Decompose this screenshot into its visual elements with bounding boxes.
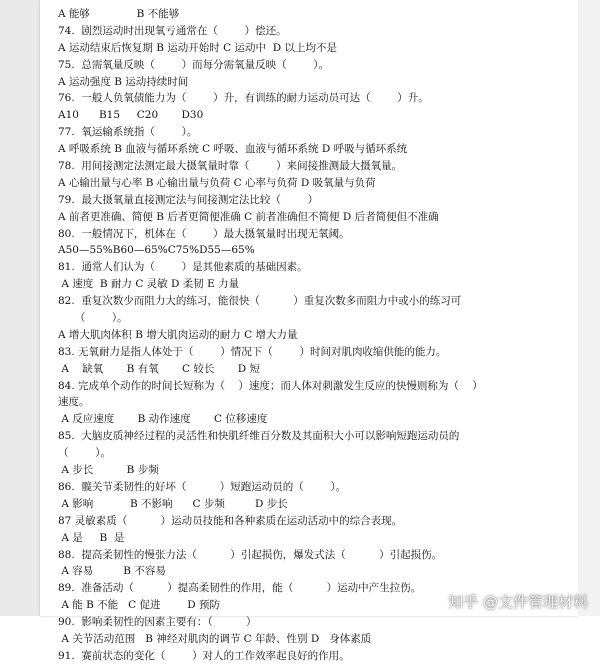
question-89: 89. 准备活动（ ）提高柔韧性的作用，能（ ）运动中产生拉伤。: [58, 582, 422, 595]
question-84: 84. 完成单个动作的时间长短称为（ ）速度；而人体对刺激发生反应的快慢则称为（ ）: [58, 379, 483, 392]
answer-options-76: A10 B15 C20 D30: [58, 109, 204, 122]
answer-options-82: A 增大肌肉体积 B 增大肌肉运动的耐力 C 增大力量: [58, 328, 298, 341]
answer-options-74: A 运动结束后恢复期 B 运动开始时 C 运动中 D 以上均不是: [58, 41, 337, 54]
question-84-continued: 速度。: [58, 396, 90, 409]
question-78: 78. 用间接测定法测定最大摄氧量时靠（ ）来间接推测最大摄氧量。: [58, 160, 403, 173]
question-85: 85. 大脑皮质神经过程的灵活性和快肌纤维百分数及其面积大小可以影响短跑运动员的: [58, 430, 460, 443]
zhihu-watermark: 知乎 @文件管理材料: [448, 593, 588, 611]
question-76: 76. 一般人负氧债能力为（ ）升，有训练的耐力运动员可达（ ）升。: [58, 92, 429, 105]
answer-options-line: A 能够 B 不能够: [58, 8, 180, 20]
answer-options-77: A 呼吸系统 B 血液与循环系统 C 呼吸、血液与循环系统 D 呼吸与循环系统: [58, 143, 408, 156]
question-85-continued: （ ）。: [58, 447, 111, 460]
answer-options-79: A 前者更准确、简便 B 后者更简便准确 C 前者准确但不简便 D 后者简便但不准确: [58, 210, 439, 223]
question-82: 82. 重复次数少而阻力大的练习，能很快（ ）重复次数多而阻力中或小的练习可: [58, 295, 462, 308]
answer-options-75: A 运动强度 B 运动持续时间: [58, 75, 189, 88]
question-75: 75. 总需氧量反映（ ）而每分需氧量反映（ ）。: [58, 58, 330, 71]
question-79: 79. 最大摄氧量直接测定法与间接测定法比较（ ）: [58, 193, 319, 206]
document-page[interactable]: [40, 0, 578, 662]
answer-options-83: A 缺氧 B 有氧 C 较长 D 短: [58, 362, 261, 375]
answer-options-78: A 心输出量与心率 B 心输出量与负荷 C 心率与负荷 D 吸氧量与负荷: [58, 176, 376, 189]
question-86: 86. 髋关节柔韧性的好坏（ ）短跑运动员的（ ）。: [58, 480, 347, 493]
answer-options-80: A50—55%B60—65%C75%D55—65%: [58, 244, 255, 257]
document-content: [58, 6, 568, 665]
answer-options-87: A 是 B 是: [58, 531, 125, 544]
question-83: 83. 无氧耐力是指人体处于（ ）情况下（ ）时间对肌肉收缩供能的能力。: [58, 345, 447, 358]
answer-options-85: A 步长 B 步频: [58, 464, 159, 477]
question-87: 87 灵敏素质（ ）运动员技能和各种素质在运动活动中的综合表现。: [58, 514, 403, 527]
question-80: 80. 一般情况下，机体在（ ）最大摄氧量时出现无氧阈。: [58, 227, 350, 240]
answer-options-90: A 关节活动范围 B 神经对肌肉的调节 C 年龄、性别 D 身体素质: [58, 632, 372, 645]
answer-options-84: A 反应速度 B 动作速度 C 位移速度: [58, 413, 268, 426]
question-77: 77. 氧运输系统指（ ）。: [58, 126, 198, 139]
question-81: 81. 通常人们认为（ ）是其他素质的基础因素。: [58, 261, 308, 274]
question-88: 88. 提高柔韧性的慢张力法（ ）引起损伤，爆发式法（ ）引起损伤。: [58, 548, 443, 561]
question-74: 74. 剧烈运动时出现氧亏通常在（ ）偿还。: [58, 24, 287, 37]
scrollbar-track[interactable]: [578, 0, 600, 616]
question-91: 91. 赛前状态的变化（ ）对人的工作效率起良好的作用。: [58, 649, 350, 662]
question-82-continued: （ ）。: [58, 312, 128, 325]
answer-options-81: A 速度 B 耐力 C 灵敏 D 柔韧 E 力量: [58, 278, 240, 291]
answer-options-89: A 能 B 不能 C 促进 D 预防: [58, 599, 220, 612]
answer-options-86: A 影响 B 不影响 C 步频 D 步长: [58, 497, 288, 510]
question-90: 90. 影响柔韧性的因素主要有：（ ）: [58, 616, 257, 629]
answer-options-88: A 容易 B 不容易: [58, 565, 166, 578]
